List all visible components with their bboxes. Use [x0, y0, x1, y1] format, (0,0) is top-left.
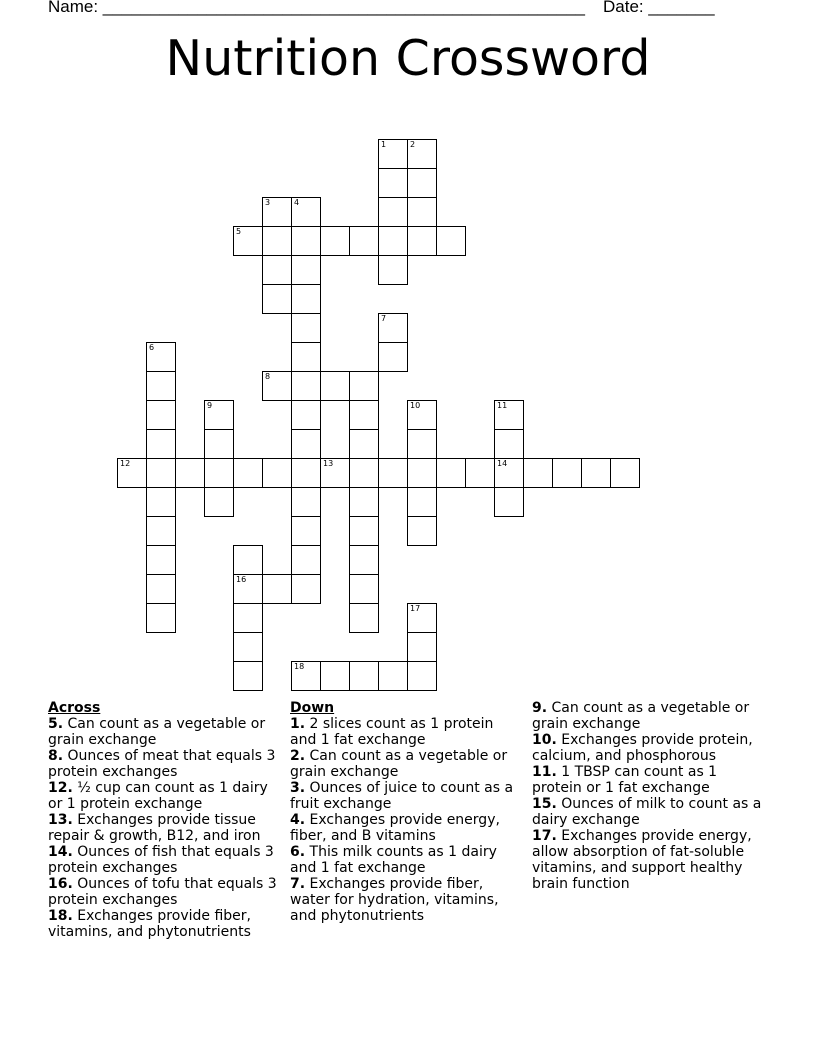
- crossword-cell[interactable]: [146, 400, 176, 430]
- clue-number-label: 8: [265, 372, 271, 381]
- clue-text: Exchanges provide tissue repair & growth, B12, and iron: [48, 812, 261, 844]
- crossword-cell[interactable]: [349, 226, 379, 256]
- clue-number-label: 16: [236, 575, 247, 584]
- clue-item: [290, 748, 522, 780]
- clue-item: [48, 716, 280, 748]
- clue-text: Ounces of fish that equals 3 protein exchanges: [48, 844, 274, 876]
- clue-number: 15.: [532, 796, 557, 812]
- clue-item: [48, 908, 280, 940]
- crossword-cell[interactable]: [233, 458, 263, 488]
- clue-number-label: 9: [207, 401, 213, 410]
- clue-text: Exchanges provide energy, fiber, and B vitamins: [290, 812, 500, 844]
- clue-number: 2.: [290, 748, 306, 764]
- crossword-cell[interactable]: [146, 342, 176, 372]
- clue-number-label: 14: [497, 459, 508, 468]
- clue-text: Can count as a vegetable or grain exchange: [290, 748, 508, 780]
- clue-text: Can count as a vegetable or grain exchange: [532, 700, 750, 732]
- clue-text: This milk counts as 1 dairy and 1 fat exchange: [290, 844, 497, 876]
- crossword-cell[interactable]: [407, 139, 437, 169]
- crossword-cell[interactable]: [378, 197, 408, 227]
- clue-text: 1 TBSP can count as 1 protein or 1 fat exchange: [532, 764, 718, 796]
- down-clue-list: [290, 716, 522, 924]
- crossword-cell[interactable]: [262, 226, 292, 256]
- down-heading: Down: [290, 700, 335, 716]
- clue-item: [290, 844, 522, 876]
- crossword-cell[interactable]: [581, 458, 611, 488]
- clue-item: [532, 828, 764, 892]
- clue-number: 13.: [48, 812, 73, 828]
- clue-number: 12.: [48, 780, 73, 796]
- crossword-cell[interactable]: [349, 661, 379, 691]
- crossword-cell[interactable]: [407, 632, 437, 662]
- clue-item: [290, 876, 522, 924]
- crossword-cell[interactable]: [378, 458, 408, 488]
- date-field-label: Date: _______: [602, 0, 715, 16]
- crossword-cell[interactable]: [465, 458, 495, 488]
- clue-number: 18.: [48, 908, 73, 924]
- crossword-cell[interactable]: [291, 313, 321, 343]
- crossword-cell[interactable]: [117, 458, 147, 488]
- clue-text: Ounces of juice to count as a fruit exchange: [290, 780, 514, 812]
- crossword-cell[interactable]: [349, 545, 379, 575]
- down-clues-continued: [532, 700, 764, 892]
- crossword-cell[interactable]: [378, 168, 408, 198]
- clue-number: 6.: [290, 844, 306, 860]
- crossword-cell[interactable]: [378, 342, 408, 372]
- clue-number: 11.: [532, 764, 557, 780]
- crossword-cell[interactable]: [146, 458, 176, 488]
- clue-number: 10.: [532, 732, 557, 748]
- crossword-cell[interactable]: [204, 400, 234, 430]
- crossword-cell[interactable]: [494, 487, 524, 517]
- crossword-cell[interactable]: [349, 429, 379, 459]
- crossword-cell[interactable]: [146, 429, 176, 459]
- clue-number-label: 10: [410, 401, 421, 410]
- crossword-cell[interactable]: [291, 661, 321, 691]
- crossword-cell[interactable]: [233, 226, 263, 256]
- crossword-cell[interactable]: [494, 400, 524, 430]
- crossword-cell[interactable]: [320, 371, 350, 401]
- crossword-cell[interactable]: [262, 574, 292, 604]
- crossword-cell[interactable]: [146, 603, 176, 633]
- crossword-cell[interactable]: [407, 516, 437, 546]
- clue-number-label: 3: [265, 198, 271, 207]
- clue-number: 8.: [48, 748, 64, 764]
- crossword-cell[interactable]: [262, 197, 292, 227]
- crossword-cell[interactable]: [233, 632, 263, 662]
- crossword-cell[interactable]: [204, 429, 234, 459]
- across-clues: [48, 700, 280, 940]
- crossword-cell[interactable]: [436, 458, 466, 488]
- clue-number-label: 2: [410, 140, 416, 149]
- clue-number-label: 6: [149, 343, 155, 352]
- crossword-cell[interactable]: [291, 226, 321, 256]
- clue-number-label: 13: [323, 459, 334, 468]
- crossword-cell[interactable]: [146, 487, 176, 517]
- clue-item: [48, 876, 280, 908]
- crossword-cell[interactable]: [320, 226, 350, 256]
- clue-text: Exchanges provide protein, calcium, and phosphorous: [532, 732, 753, 764]
- clue-text: ½ cup can count as 1 dairy or 1 protein exchange: [48, 780, 268, 812]
- clue-number: 14.: [48, 844, 73, 860]
- clue-number-label: 18: [294, 662, 305, 671]
- clue-item: [48, 812, 280, 844]
- crossword-cell[interactable]: [291, 371, 321, 401]
- clue-text: Exchanges provide energy, allow absorption of fat-soluble vitamins, and support healthy brain function: [532, 828, 752, 892]
- crossword-cell[interactable]: [349, 458, 379, 488]
- clue-number: 7.: [290, 876, 306, 892]
- crossword-cell[interactable]: [349, 516, 379, 546]
- clue-number: 3.: [290, 780, 306, 796]
- crossword-cell[interactable]: [378, 226, 408, 256]
- crossword-cell[interactable]: [233, 661, 263, 691]
- crossword-cell[interactable]: [407, 197, 437, 227]
- crossword-cell[interactable]: [494, 458, 524, 488]
- clue-number-label: 11: [497, 401, 508, 410]
- crossword-cell[interactable]: [349, 400, 379, 430]
- down-clue-list-continued: [532, 700, 764, 892]
- crossword-cell[interactable]: [320, 458, 350, 488]
- crossword-cell[interactable]: [407, 226, 437, 256]
- clue-number: 4.: [290, 812, 306, 828]
- crossword-cell[interactable]: [291, 284, 321, 314]
- clue-item: [290, 716, 522, 748]
- clue-number-label: 12: [120, 459, 131, 468]
- crossword-cell[interactable]: [262, 371, 292, 401]
- crossword-cell[interactable]: [262, 458, 292, 488]
- crossword-cell[interactable]: [291, 429, 321, 459]
- clue-item: [532, 700, 764, 732]
- down-clues: [290, 700, 522, 924]
- name-field-label: Name: ___________________________________________________: [48, 0, 585, 16]
- across-clue-list: [48, 716, 280, 940]
- crossword-cell[interactable]: [407, 400, 437, 430]
- clue-number-label: 7: [381, 314, 387, 323]
- crossword-cell[interactable]: [262, 255, 292, 285]
- clue-item: [532, 732, 764, 764]
- clue-number-label: 5: [236, 227, 242, 236]
- clue-item: [290, 812, 522, 844]
- page-title: Nutrition Crossword: [165, 30, 651, 87]
- clue-item: [48, 748, 280, 780]
- crossword-cell[interactable]: [378, 661, 408, 691]
- crossword-cell[interactable]: [291, 400, 321, 430]
- crossword-cell[interactable]: [407, 487, 437, 517]
- crossword-cell[interactable]: [175, 458, 205, 488]
- crossword-cell[interactable]: [291, 487, 321, 517]
- crossword-cell[interactable]: [349, 574, 379, 604]
- crossword-cell[interactable]: [378, 313, 408, 343]
- crossword-cell[interactable]: [407, 168, 437, 198]
- crossword-cell[interactable]: [349, 487, 379, 517]
- crossword-cell[interactable]: [146, 516, 176, 546]
- crossword-cell[interactable]: [291, 342, 321, 372]
- crossword-cell[interactable]: [523, 458, 553, 488]
- crossword-cell[interactable]: [291, 516, 321, 546]
- crossword-cell[interactable]: [407, 603, 437, 633]
- crossword-cell[interactable]: [262, 284, 292, 314]
- crossword-cell[interactable]: [204, 487, 234, 517]
- clue-text: Exchanges provide fiber, vitamins, and phytonutrients: [48, 908, 251, 940]
- clue-text: Ounces of meat that equals 3 protein exchanges: [48, 748, 276, 780]
- across-heading: Across: [48, 700, 101, 716]
- crossword-cell[interactable]: [407, 661, 437, 691]
- clue-item: [48, 780, 280, 812]
- clue-number: 9.: [532, 700, 548, 716]
- crossword-cell[interactable]: [291, 574, 321, 604]
- clue-text: Ounces of milk to count as a dairy exchange: [532, 796, 762, 828]
- crossword-cell[interactable]: [378, 255, 408, 285]
- crossword-cell[interactable]: [233, 574, 263, 604]
- crossword-cell[interactable]: [291, 255, 321, 285]
- clue-item: [48, 844, 280, 876]
- crossword-cell[interactable]: [291, 545, 321, 575]
- crossword-cell[interactable]: [407, 458, 437, 488]
- crossword-cell[interactable]: [320, 661, 350, 691]
- crossword-cell[interactable]: [436, 226, 466, 256]
- crossword-cell[interactable]: [233, 603, 263, 633]
- crossword-cell[interactable]: [291, 197, 321, 227]
- clue-number: 17.: [532, 828, 557, 844]
- crossword-cell[interactable]: [349, 603, 379, 633]
- crossword-cell[interactable]: [407, 429, 437, 459]
- clue-text: 2 slices count as 1 protein and 1 fat exchange: [290, 716, 494, 748]
- clue-text: Can count as a vegetable or grain exchange: [48, 716, 266, 748]
- clue-text: Exchanges provide fiber, water for hydration, vitamins, and phytonutrients: [290, 876, 499, 924]
- clue-number: 1.: [290, 716, 306, 732]
- crossword-cell[interactable]: [233, 545, 263, 575]
- crossword-cell[interactable]: [204, 458, 234, 488]
- crossword-cell[interactable]: [552, 458, 582, 488]
- clue-number: 16.: [48, 876, 73, 892]
- crossword-cell[interactable]: [378, 139, 408, 169]
- clue-item: [532, 764, 764, 796]
- clue-text: Ounces of tofu that equals 3 protein exchanges: [48, 876, 277, 908]
- clue-number-label: 17: [410, 604, 421, 613]
- clue-number-label: 1: [381, 140, 387, 149]
- crossword-cell[interactable]: [494, 429, 524, 459]
- crossword-cell[interactable]: [146, 371, 176, 401]
- clue-number-label: 4: [294, 198, 300, 207]
- clue-number: 5.: [48, 716, 64, 732]
- crossword-cell[interactable]: [610, 458, 640, 488]
- clue-item: [290, 780, 522, 812]
- crossword-cell[interactable]: [349, 371, 379, 401]
- crossword-cell[interactable]: [146, 574, 176, 604]
- clue-item: [532, 796, 764, 828]
- crossword-cell[interactable]: [146, 545, 176, 575]
